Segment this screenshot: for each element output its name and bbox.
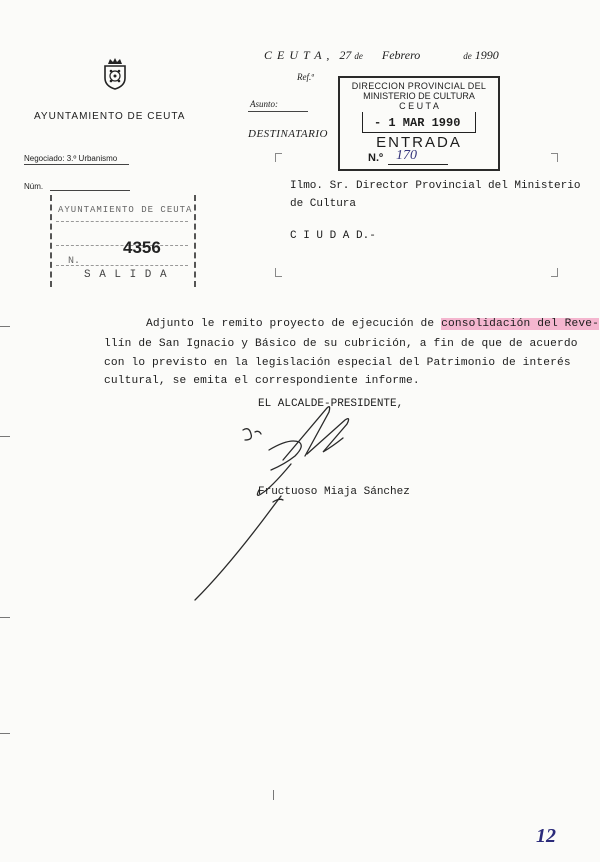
entrada-number: 170 xyxy=(396,148,417,163)
asunto-underline xyxy=(248,111,308,112)
num-underline xyxy=(50,190,130,191)
body-line-4: cultural, se emita el correspondiente informe. xyxy=(104,375,420,387)
signatory-name: Fructuoso Miaja Sánchez xyxy=(258,486,410,498)
negociado-label: Negociado: 3.º Urbanismo xyxy=(24,154,118,163)
coat-of-arms-icon xyxy=(102,56,128,90)
fold-mark xyxy=(273,790,274,800)
recipient-line-2: de Cultura xyxy=(290,198,357,210)
destinatario-label: DESTINATARIO xyxy=(248,128,328,140)
negociado-underline xyxy=(24,164,129,165)
entrada-stamp-line2: MINISTERIO DE CULTURA xyxy=(363,91,475,101)
salida-stamp-header: AYUNTAMIENTO DE CEUTA xyxy=(58,205,193,215)
institution-name: AYUNTAMIENTO DE CEUTA xyxy=(34,111,186,122)
entrada-stamp xyxy=(338,76,500,171)
margin-mark xyxy=(0,733,10,734)
page-number: 12 xyxy=(536,825,556,847)
recipient-city: C I U D A D.- xyxy=(290,230,376,242)
asunto-label: Asunto: xyxy=(250,99,278,109)
margin-mark xyxy=(0,326,10,327)
highlighted-text: consolidación del Reve- xyxy=(441,318,600,330)
date-line: C E U T A , 27 de Febrero de 1990 xyxy=(264,48,499,62)
salida-n-label: N. xyxy=(68,256,81,267)
window-corner-mark xyxy=(275,153,282,162)
body-line-3: con lo previsto en la legislación especial del Patrimonio de interés xyxy=(104,357,571,369)
window-corner-mark xyxy=(551,153,558,162)
num-label: Núm. xyxy=(24,182,44,191)
signatory-title: EL ALCALDE-PRESIDENTE, xyxy=(258,398,404,410)
body-line-1: Adjunto le remito proyecto de ejecución de consolidación del Reve- xyxy=(146,318,600,330)
window-corner-mark xyxy=(275,268,282,277)
window-corner-mark xyxy=(551,268,558,277)
salida-number: 4356 xyxy=(123,238,161,257)
entrada-label: ENTRADA xyxy=(376,134,462,151)
entrada-stamp-line3: C E U T A xyxy=(399,101,439,111)
ref-label: Ref.ª xyxy=(297,72,314,82)
salida-stamp xyxy=(48,193,196,289)
margin-mark xyxy=(0,617,10,618)
recipient-line-1: Ilmo. Sr. Director Provincial del Ministerio xyxy=(290,180,581,192)
entrada-stamp-line1: DIRECCION PROVINCIAL DEL xyxy=(351,81,487,91)
salida-label: S A L I D A xyxy=(84,269,168,281)
entrada-date: - 1 MAR 1990 xyxy=(374,116,461,130)
handwritten-signature xyxy=(185,400,375,610)
entrada-n-label: N.º xyxy=(368,152,384,164)
margin-mark xyxy=(0,436,10,437)
body-line-2: llín de San Ignacio y Básico de su cubrición, a fin de que de acuerdo xyxy=(104,338,578,350)
